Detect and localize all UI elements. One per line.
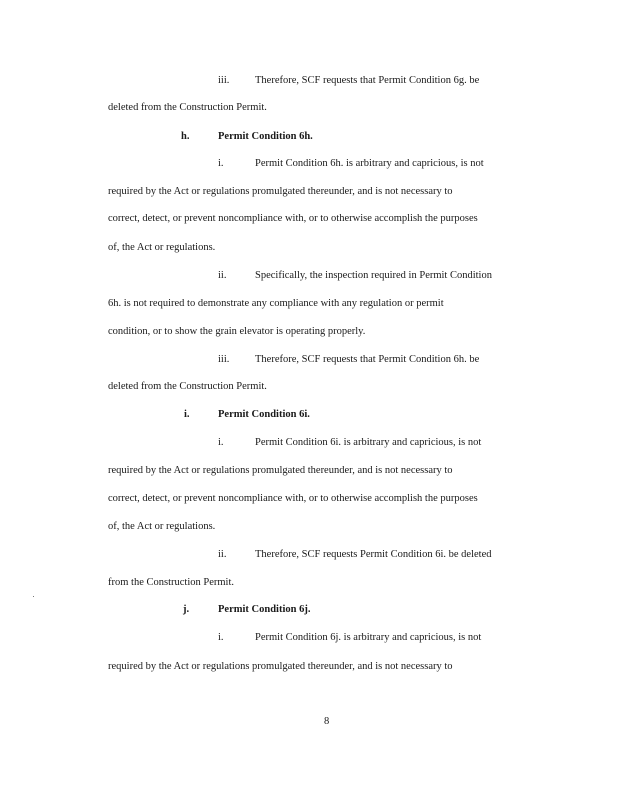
paragraph-text: Specifically, the inspection required in Permit Condition bbox=[255, 270, 492, 281]
section-letter: j. bbox=[183, 604, 190, 615]
scan-speck bbox=[33, 596, 34, 597]
paragraph-text: required by the Act or regulations promulgated thereunder, and is not necessary to bbox=[108, 465, 453, 476]
para-number: iii. bbox=[218, 75, 230, 86]
para-number: i. bbox=[218, 158, 224, 169]
paragraph-text: required by the Act or regulations promulgated thereunder, and is not necessary to bbox=[108, 661, 453, 672]
paragraph-text: deleted from the Construction Permit. bbox=[108, 381, 267, 392]
paragraph-text: Permit Condition 6j. is arbitrary and capricious, is not bbox=[255, 632, 482, 643]
section-letter: i. bbox=[184, 409, 190, 420]
paragraph-text: required by the Act or regulations promulgated thereunder, and is not necessary to bbox=[108, 186, 453, 197]
paragraph-text: Permit Condition 6h. is arbitrary and capricious, is not bbox=[255, 158, 484, 169]
para-number: ii. bbox=[218, 270, 227, 281]
section-heading: Permit Condition 6i. bbox=[218, 409, 310, 420]
paragraph-text: of, the Act or regulations. bbox=[108, 242, 216, 253]
para-number: iii. bbox=[218, 354, 230, 365]
page-number: 8 bbox=[324, 716, 330, 727]
para-number: i. bbox=[218, 437, 224, 448]
paragraph-text: of, the Act or regulations. bbox=[108, 521, 216, 532]
paragraph-text: Therefore, SCF requests that Permit Condition 6g. be bbox=[255, 75, 480, 86]
paragraph-text: Therefore, SCF requests Permit Condition 6i. be deleted bbox=[255, 549, 492, 560]
section-letter: h. bbox=[181, 131, 190, 142]
paragraph-text: correct, detect, or prevent noncompliance with, or to otherwise accomplish the purposes bbox=[108, 493, 478, 504]
para-number: ii. bbox=[218, 549, 227, 560]
paragraph-text: from the Construction Permit. bbox=[108, 577, 234, 588]
paragraph-text: Therefore, SCF requests that Permit Condition 6h. be bbox=[255, 354, 480, 365]
para-number: i. bbox=[218, 632, 224, 643]
paragraph-text: 6h. is not required to demonstrate any compliance with any regulation or permit bbox=[108, 298, 444, 309]
paragraph-text: deleted from the Construction Permit. bbox=[108, 102, 267, 113]
paragraph-text: correct, detect, or prevent noncompliance with, or to otherwise accomplish the purposes bbox=[108, 213, 478, 224]
paragraph-text: Permit Condition 6i. is arbitrary and capricious, is not bbox=[255, 437, 482, 448]
section-heading: Permit Condition 6h. bbox=[218, 131, 313, 142]
paragraph-text: condition, or to show the grain elevator is operating properly. bbox=[108, 326, 366, 337]
section-heading: Permit Condition 6j. bbox=[218, 604, 311, 615]
